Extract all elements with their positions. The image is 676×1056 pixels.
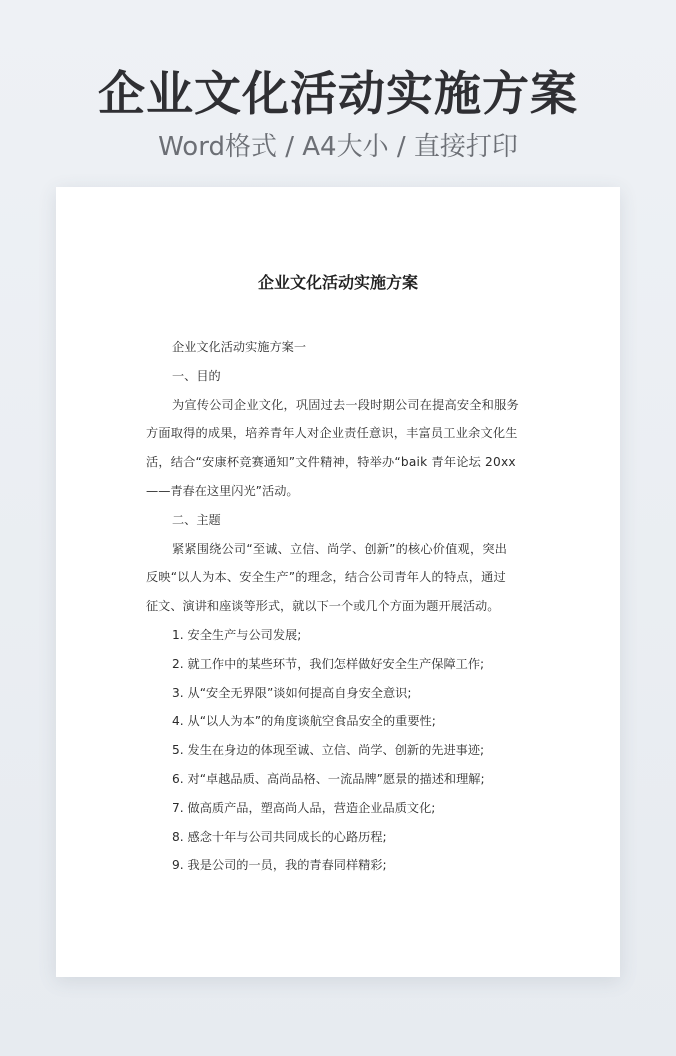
list-item: 1. 安全生产与公司发展; <box>172 627 302 642</box>
list-item: 8. 感念十年与公司共同成长的心路历程; <box>172 829 387 844</box>
banner-title: 企业文化活动实施方案 <box>98 67 578 122</box>
list-item: 7. 做高质产品，塑高尚人品，营造企业品质文化; <box>172 800 436 815</box>
list-item: 5. 发生在身边的体现至诚、立信、尚学、创新的先进事迹; <box>172 743 485 758</box>
list-item: 6. 对“卓越品质、高尚品格、一流品牌”愿景的描述和理解; <box>172 771 485 786</box>
section-heading: 二、主题 <box>172 512 221 527</box>
document-title: 企业文化活动实施方案 <box>257 273 418 292</box>
paragraph-line: 紧紧围绕公司“至诚、立信、尚学、创新”的核心价值观，突出 <box>172 541 508 556</box>
banner <box>0 66 676 164</box>
document-body <box>146 333 531 880</box>
paragraph-line: ——青春在这里闪光”活动。 <box>146 483 299 498</box>
paragraph-line: 反映“以人为本、安全生产”的理念，结合公司青年人的特点，通过 <box>146 570 506 585</box>
document-page <box>56 187 620 977</box>
paragraph-line: 活，结合“安康杯竞赛通知”文件精神，特举办“baik 青年论坛 20xx <box>146 455 516 470</box>
paragraph-line: 征文、演讲和座谈等形式，就以下一个或几个方面为题开展活动。 <box>146 599 500 614</box>
section-heading: 企业文化活动实施方案一 <box>172 340 307 354</box>
list-item: 2. 就工作中的某些环节，我们怎样做好安全生产保障工作; <box>172 656 485 671</box>
list-item: 4. 从“以人为本”的角度谈航空食品安全的重要性; <box>172 714 436 729</box>
list-item: 9. 我是公司的一员，我的青春同样精彩; <box>172 858 387 873</box>
list-item: 3. 从“安全无界限”谈如何提高自身安全意识; <box>172 685 412 700</box>
section-heading: 一、目的 <box>172 368 221 383</box>
paragraph-line: 方面取得的成果，培养青年人对企业责任意识，丰富员工业余文化生 <box>146 426 518 441</box>
paragraph-line: 为宣传公司企业文化，巩固过去一段时期公司在提高安全和服务 <box>172 397 519 412</box>
banner-subtitle: Word格式 / A4大小 / 直接打印 <box>158 132 518 162</box>
